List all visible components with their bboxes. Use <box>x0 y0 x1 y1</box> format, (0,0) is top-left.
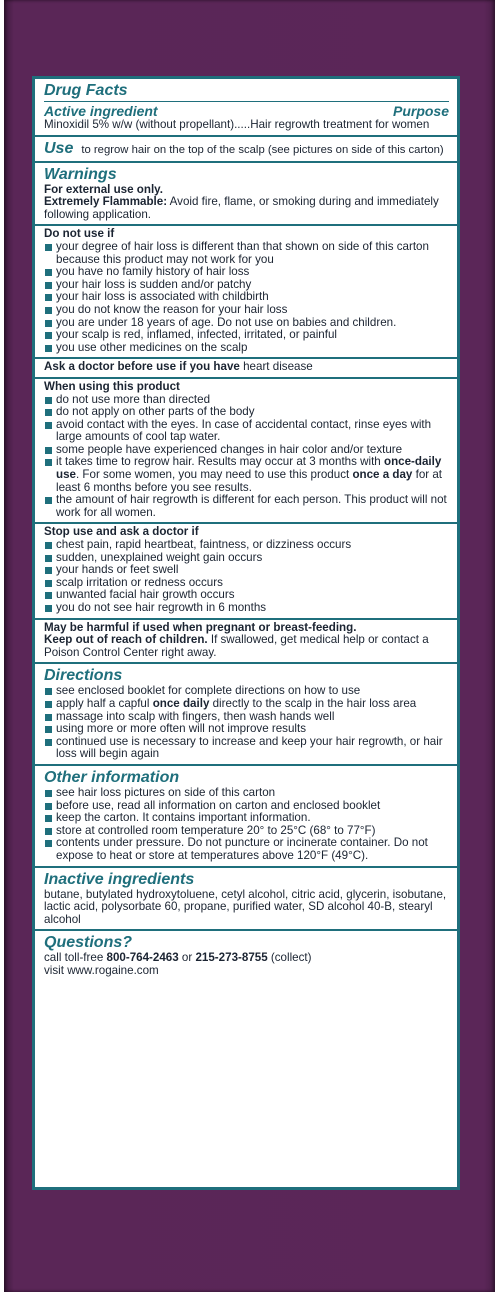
list-item-emphasis: once-daily use <box>56 455 442 482</box>
bullet-square-icon <box>45 580 52 587</box>
active-ingredient-header <box>44 103 449 119</box>
drug-facts-header-section <box>35 79 457 137</box>
when-using-subsection <box>35 377 457 520</box>
when-using-list <box>44 394 449 520</box>
bullet-square-icon <box>45 422 52 429</box>
children-text: If swallowed, get medical help or contact a Poison Control Center right away. <box>44 633 429 659</box>
collect-text: (collect) <box>267 951 312 965</box>
website-line: visit www.rogaine.com <box>44 963 159 977</box>
questions-section <box>35 931 457 980</box>
list-item-text: your hands or feet swell <box>56 563 179 577</box>
list-item-text: your scalp is red, inflamed, infected, irritated, or painful <box>56 328 337 342</box>
inactive-ingredients-heading: Inactive ingredients <box>44 870 195 888</box>
list-item-text: directly to the scalp in the hair loss area <box>209 696 417 710</box>
list-item-text: the amount of hair regrowth is different for each person. This product will not work for all women. <box>56 493 447 519</box>
list-item-text: you do not see hair regrowth in 6 months <box>56 601 267 614</box>
list-item-text: keep the carton. It contains important information. <box>56 811 311 825</box>
bullet-square-icon <box>45 459 52 466</box>
children-label: Keep out of reach of children. <box>44 633 208 647</box>
list-item-text: see enclosed booklet for complete directions on how to use <box>56 684 361 698</box>
bullet-square-icon <box>45 714 52 721</box>
bullet-square-icon <box>45 688 52 695</box>
list-item-text: massage into scalp with fingers, then wash hands well <box>56 709 335 723</box>
list-item-emphasis: once a day <box>352 468 413 482</box>
list-item <box>44 602 449 615</box>
divider <box>44 101 449 102</box>
list-item <box>44 494 449 519</box>
active-ingredient-heading: Active ingredient <box>44 103 158 119</box>
flammable-label: Extremely Flammable: <box>44 195 168 209</box>
use-heading: Use <box>44 139 74 157</box>
pregnancy-warning: May be harmful if used when pregnant or breast-feeding. <box>44 620 357 634</box>
bullet-square-icon <box>45 497 52 504</box>
list-item-emphasis: once daily <box>152 696 210 710</box>
list-item-text: before use, read all information on carton and enclosed booklet <box>56 798 381 812</box>
list-item-text: see hair loss pictures on side of this carton <box>56 785 276 799</box>
list-item <box>44 456 449 494</box>
or-text: or <box>178 951 196 965</box>
warnings-heading: Warnings <box>44 165 117 183</box>
list-item-text: continued use is necessary to increase and keep your hair regrowth, or hair loss will begin again <box>56 734 443 761</box>
phone-line <box>44 952 449 965</box>
children-warning <box>44 634 449 659</box>
purpose-heading: Purpose <box>392 103 449 119</box>
do-not-use-subsection <box>35 224 457 354</box>
ask-doctor-subsection <box>35 357 457 374</box>
flammable-body: Avoid fire, flame, or smoking during and immediately following application. <box>44 195 439 221</box>
list-item-text: you use other medicines on the scalp <box>56 340 248 354</box>
list-item-text: unwanted facial hair growth occurs <box>56 588 235 602</box>
list-item-text: apply half a capful <box>56 696 153 710</box>
list-item-text: you are under 18 years of age. Do not use on babies and children. <box>56 315 397 329</box>
flammable-text <box>44 196 449 221</box>
when-using-heading: When using this product <box>44 379 180 393</box>
bullet-square-icon <box>45 294 52 301</box>
directions-heading: Directions <box>44 667 123 685</box>
bullet-square-icon <box>45 555 52 562</box>
list-item-text: your hair loss is sudden and/or patchy <box>56 277 252 291</box>
list-item-text: using more or more often will not improve results <box>56 722 307 736</box>
other-information-list <box>44 787 449 863</box>
external-use-text: For external use only. <box>44 182 163 196</box>
ask-doctor-text: heart disease <box>239 360 313 374</box>
questions-heading: Questions? <box>44 934 133 952</box>
list-item-text: it takes time to regrow hair. Results may occur at 3 months with <box>56 455 384 469</box>
list-item-text: contents under pressure. Do not puncture or incinerate container. Do not expose to heat or store at temperatures above 120°F (49°C). <box>56 836 428 862</box>
phone-number-2: 215-273-8755 <box>195 951 268 965</box>
stop-use-subsection <box>35 522 457 614</box>
do-not-use-heading: Do not use if <box>44 227 115 241</box>
bullet-square-icon <box>45 605 52 612</box>
bullet-square-icon <box>45 790 52 797</box>
warnings-section <box>35 163 457 665</box>
bullet-square-icon <box>45 815 52 822</box>
ask-doctor-label: Ask a doctor before use if you have <box>44 360 240 374</box>
list-item-text: store at controlled room temperature 20° to 25°C (68° to 77°F) <box>56 823 376 837</box>
bullet-square-icon <box>45 447 52 454</box>
list-item <box>44 342 449 355</box>
inactive-ingredients-text: butane, butylated hydroxytoluene, cetyl alcohol, citric acid, glycerin, isobutane, lactic acid, polysorbate 60, propane, purified water, SD alcohol 40-B, stearyl alcohol <box>44 887 447 926</box>
bullet-square-icon <box>45 345 52 352</box>
call-prefix: call toll-free <box>44 951 107 965</box>
bullet-square-icon <box>45 567 52 574</box>
bullet-square-icon <box>45 244 52 251</box>
list-item <box>44 419 449 444</box>
bullet-square-icon <box>45 592 52 599</box>
directions-section <box>35 664 457 766</box>
list-item-text: your degree of hair loss is different than that shown on side of this carton because this product may not work for you <box>56 239 429 266</box>
list-item <box>44 837 449 862</box>
use-section <box>35 137 457 163</box>
bullet-square-icon <box>45 269 52 276</box>
other-information-heading: Other information <box>44 768 180 786</box>
active-ingredient-line: Minoxidil 5% w/w (without propellant).....Hair regrowth treatment for women <box>44 118 430 131</box>
list-item-text: chest pain, rapid heartbeat, faintness, or dizziness occurs <box>56 538 352 552</box>
list-item <box>44 736 449 761</box>
use-text: to regrow hair on the top of the scalp (see pictures on side of this carton) <box>81 143 444 156</box>
bullet-square-icon <box>45 409 52 416</box>
list-item-text: do not use more than directed <box>56 392 211 406</box>
inactive-ingredients-section <box>35 868 457 932</box>
list-item-text: you have no family history of hair loss <box>56 265 250 279</box>
drug-facts-title: Drug Facts <box>44 82 128 99</box>
bullet-square-icon <box>45 739 52 746</box>
list-item-text: some people have experienced changes in hair color and/or texture <box>56 442 403 456</box>
list-item-text: your hair loss is associated with childbirth <box>56 290 269 304</box>
stop-use-list <box>44 539 449 615</box>
bullet-square-icon <box>45 840 52 847</box>
list-item <box>44 241 449 266</box>
list-item-text: do not apply on other parts of the body <box>56 405 255 419</box>
directions-list <box>44 685 449 761</box>
pregnancy-children-subsection <box>35 618 457 660</box>
list-item-text: avoid contact with the eyes. In case of accidental contact, rinse eyes with large amounts of cool tap water. <box>56 417 432 444</box>
bullet-square-icon <box>45 828 52 835</box>
list-item-text: you do not know the reason for your hair loss <box>56 302 288 316</box>
list-item-text: for at least 6 months before you see results. <box>56 468 443 494</box>
bullet-square-icon <box>45 397 52 404</box>
other-information-section <box>35 766 457 868</box>
bullet-square-icon <box>45 803 52 810</box>
stop-use-heading: Stop use and ask a doctor if <box>44 525 199 539</box>
bullet-square-icon <box>45 307 52 314</box>
list-item-text: . For some women, you may need to use this product <box>75 468 353 482</box>
bullet-square-icon <box>45 320 52 327</box>
list-item-text: sudden, unexplained weight gain occurs <box>56 550 263 564</box>
bullet-square-icon <box>45 282 52 289</box>
bullet-square-icon <box>45 701 52 708</box>
drug-facts-panel <box>32 76 460 1190</box>
bullet-square-icon <box>45 726 52 733</box>
do-not-use-list <box>44 241 449 354</box>
list-item-text: scalp irritation or redness occurs <box>56 575 223 589</box>
phone-number-1: 800-764-2463 <box>106 951 179 965</box>
bullet-square-icon <box>45 332 52 339</box>
bullet-square-icon <box>45 542 52 549</box>
